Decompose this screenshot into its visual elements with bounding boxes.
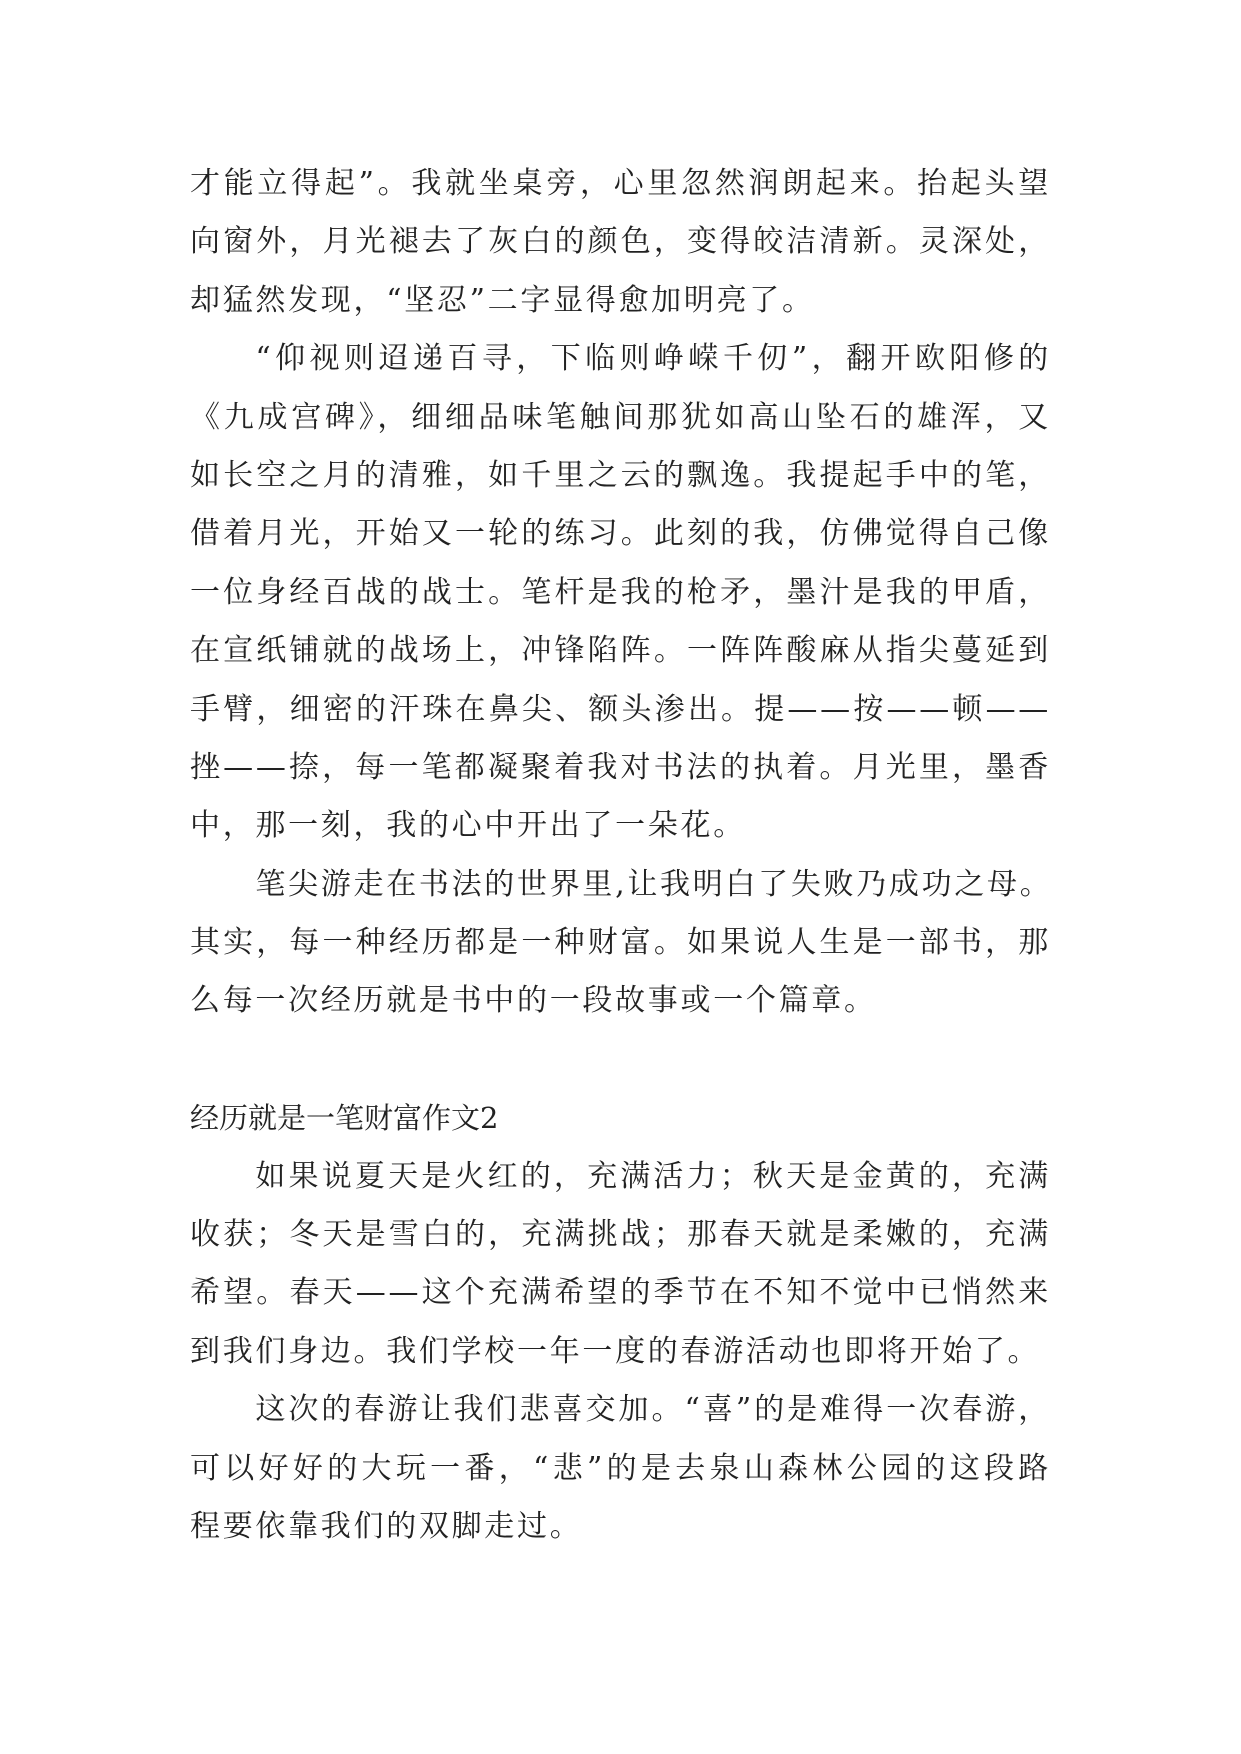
document-body xyxy=(190,155,1051,1556)
text-line: 却猛然发现，“坚忍”二字显得愈加明亮了。 xyxy=(190,282,815,318)
paragraph xyxy=(190,856,1051,1031)
text-line: 向窗外，月光褪去了灰白的颜色，变得皎洁清新。灵深处， xyxy=(190,224,1051,260)
text-line: 手臂，细密的汗珠在鼻尖、额头渗出。提——按——顿—— xyxy=(190,691,1051,727)
text-line: 才能立得起”。我就坐桌旁，心里忽然润朗起来。抬起头望 xyxy=(190,166,1051,201)
section-heading: 经历就是一笔财富作文2 xyxy=(190,1101,499,1136)
text-line: 在宣纸铺就的战场上，冲锋陷阵。一阵阵酸麻从指尖蔓延到 xyxy=(190,633,1051,669)
text-line: 借着月光，开始又一轮的练习。此刻的我，仿佛觉得自己像 xyxy=(190,516,1051,552)
text-line: 如长空之月的清雅，如千里之云的飘逸。我提起手中的笔， xyxy=(190,457,1051,493)
text-line: 笔尖游走在书法的世界里,让我明白了失败乃成功之母。 xyxy=(255,866,1053,902)
text-line: 可以好好的大玩一番，“悲”的是去泉山森林公园的这段路 xyxy=(190,1450,1051,1486)
text-line: 收获；冬天是雪白的，充满挑战；那春天就是柔嫩的，充满 xyxy=(190,1217,1051,1253)
paragraph xyxy=(190,155,1051,330)
text-line: 如果说夏天是火红的，充满活力；秋天是金黄的，充满 xyxy=(255,1158,1051,1194)
paragraph xyxy=(190,330,1051,856)
text-line: 这次的春游让我们悲喜交加。“喜”的是难得一次春游， xyxy=(255,1392,1051,1428)
blank-line xyxy=(190,1031,1051,1089)
text-line: 么每一次经历就是书中的一段故事或一个篇章。 xyxy=(190,983,877,1019)
text-line: 到我们身边。我们学校一年一度的春游活动也即将开始了。 xyxy=(190,1333,1041,1369)
text-line: 中，那一刻，我的心中开出了一朵花。 xyxy=(190,808,746,844)
paragraph xyxy=(190,1148,1051,1382)
text-line: 程要依靠我们的双脚走过。 xyxy=(190,1508,583,1544)
text-line: “仰视则迢递百寻，下临则峥嵘千仞”，翻开欧阳修的 xyxy=(255,341,1051,377)
text-line: 《九成宫碑》，细细品味笔触间那犹如高山坠石的雄浑，又 xyxy=(190,399,1051,435)
paragraph xyxy=(190,1381,1051,1556)
text-line: 希望。春天——这个充满希望的季节在不知不觉中已悄然来 xyxy=(190,1275,1051,1311)
text-line: 挫——捺，每一笔都凝聚着我对书法的执着。月光里，墨香 xyxy=(190,749,1051,785)
text-line: 其实，每一种经历都是一种财富。如果说人生是一部书，那 xyxy=(190,925,1051,961)
text-line: 一位身经百战的战士。笔杆是我的枪矛，墨汁是我的甲盾， xyxy=(190,574,1051,610)
